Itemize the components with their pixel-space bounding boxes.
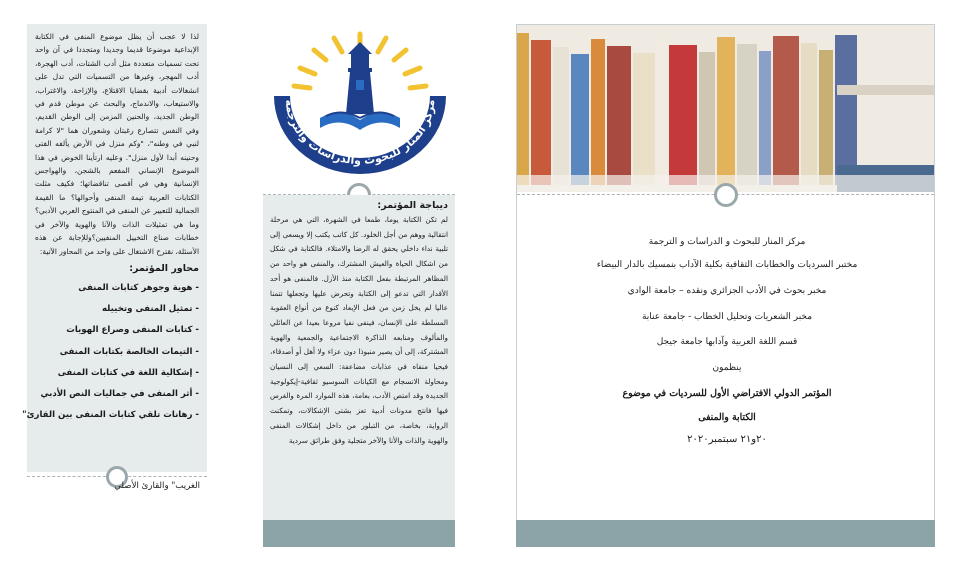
logo-arc-text: مركز المنار للبحوث والدراسات والترجمة	[282, 99, 438, 168]
book-spine	[607, 46, 631, 185]
axis-item: - رهانات تلقي كتابات المنفى بين القارئ"	[22, 410, 199, 421]
book-spine	[699, 52, 715, 185]
bookshelf-photo	[517, 25, 934, 192]
center-logo	[270, 30, 450, 180]
axis-item: - تمثيل المنفى وتخييله	[101, 304, 199, 315]
book-spine	[717, 37, 735, 185]
conference-title: المؤتمر الدولي الافتراضي الأول للسرديات في موضوع	[622, 388, 832, 399]
left-intro-text: لذا لا عجب أن يظل موضوع المنفى في الكتابة الإبداعية موضوعا قديما وجديدا ومتجددا في آن واحد تحت تسميات متعددة مثل أدب الشتات، أدب الهجرة، أدب المهجر، وغيرها من التسميات التي تدل على انشغالات أدبية بقضايا الاقتلاع، والإزاحة، والاغتراب، والاستيعاب، والاندماج، والبحث عن موطن قدم في الوطن الجديد، والحنين المزمن إلى الوطن القديم، وفي النفس تتصارع رغبتان وشعوران هما "لا كرامة لنبي في وطنه"، "وكم منزل في الأرض يألفه الفتى وحنينه أبدا لأول منزل". وعليه ارتأينا الخوض في هذا الموضوع الإنساني المفعم بالشجن، والهواجس الإنسانية وهي في أقصى تناقضاتها؛ فكيف مثلت الكتابات العربية تيمة المنفى وأحوالها؟ ما القيمة الجمالية للتعبير عن المنفى في المنتوج العربي الأدبي؟ وما هي تمثيلات الذات والآنا والهوية والآخر في خطابات صناع التخييل المنفيين؟وللإجابة عن هذه الأسئلة، نقترح الاشتغال على واحد من المحاور الآتية:	[35, 32, 199, 256]
organizer-line: مخبر الشعريات وتحليل الخطاب - جامعة عنابة	[641, 312, 813, 322]
book-spine	[571, 54, 589, 185]
axis-item: - التيمات الخالصة بكتابات المنفى	[59, 346, 199, 357]
axes-list	[22, 278, 199, 426]
axis-item: - إشكالية اللغة في كتابات المنفى	[57, 367, 199, 378]
middle-footer-band	[263, 520, 455, 547]
book-spine	[633, 53, 655, 185]
book-spine	[737, 44, 757, 185]
organizer-line: مخبر بحوث في الأدب الجزائري ونقده – جامعة الوادي	[627, 286, 827, 296]
book-spine	[657, 38, 667, 185]
book-spine	[553, 47, 569, 185]
book-spine	[517, 33, 529, 185]
organize-verb: ينظمون	[712, 363, 742, 373]
book-spine	[759, 51, 771, 185]
axis-item: - هوية وجوهر كتابات المنفى	[78, 282, 199, 293]
bookshelf-image-icon	[517, 25, 934, 192]
book-spine	[773, 36, 799, 185]
left-tail-text: الغريب" والقارئ الأصلي	[114, 481, 200, 491]
book-spine	[819, 50, 833, 185]
axes-title: محاور المؤتمر:	[129, 262, 199, 274]
preamble-text: لم تكن الكتابة يوما، طمعا في الشهرة، التي هي مرحلة انتقالية ووهم من أجل الخلود. كل كاتب يكتب إلا ويسعى إلى تلبية نداء داخلي يحقق له الرضا والامتلاء. فالكتابة في شكل من اشكال الحياة والعيش المشترك، والمنفى هو واحد من المظاهر المرتبطة بفعل الكتابة منذ الأزل. فالمنفى هو أحد الأقدار التي تدعو إلى الكتابة وتحرض عليها وتجعلها تتمنا عاليا لم يخل زمن من فعل الإبعاد كنوع من أنواع العقوبة المسلطة على الإنسان، فينفى نفيا مروعا بعيدا عن العائلي والمألوف ومنابعه الذاكرة الاجتماعية والجمعية والهوية المشتركة، إلى أن يصير منبوذا دون عزاء ولا أهل أو أصدقاء، فيحيا منفاه في عذابات مضاعفة: السعي إلى النسيان ومحاولة الانسجام مع الكيانات السوسيو ثقافية-إيكولوجية الجديدة وقد امتص الأدب، بعامة، هذه الموارد المرة والغرس فيها فانتج مدونات أدبية تعز بشتى الإشكالات، وتمكنت الرواية، بخاصة، من التبلور من داخل إشكالات المنفى والهوية والذات والأنا والآخر متجلية وفق طرائق سردية	[270, 215, 448, 445]
axis-item: - أثر المنفى في جماليات النص الأدبي	[40, 388, 199, 399]
right-footer-band	[516, 520, 935, 547]
book-spine	[835, 35, 857, 185]
book-spine	[591, 39, 605, 185]
ring-ornament	[714, 183, 738, 207]
book-spine	[669, 45, 697, 185]
middle-panel	[263, 195, 455, 520]
organizer-line: قسم اللغة العربية وآدابها جامعة جيجل	[656, 337, 798, 347]
lighthouse-logo-icon	[270, 30, 450, 180]
organizers-block	[532, 236, 922, 446]
conference-subject: الكتابة والمنفى	[698, 412, 756, 423]
axis-item: - كتابات المنفى وصراع الهويات	[66, 325, 199, 336]
book-spine	[801, 43, 817, 185]
book-spine	[531, 40, 551, 185]
preamble-title: ديباجة المؤتمر:	[377, 200, 448, 211]
organizer-line: مركز المنار للبحوث و الدراسات و الترجمة	[648, 237, 806, 247]
conference-date: ٢٠و٢١ سبتمبر٢٠٢٠	[687, 434, 767, 445]
left-panel	[22, 24, 207, 472]
organizer-line: مختبر السرديات والخطابات الثقافية بكلية الآداب بنمسيك بالدار البيضاء	[596, 260, 858, 270]
